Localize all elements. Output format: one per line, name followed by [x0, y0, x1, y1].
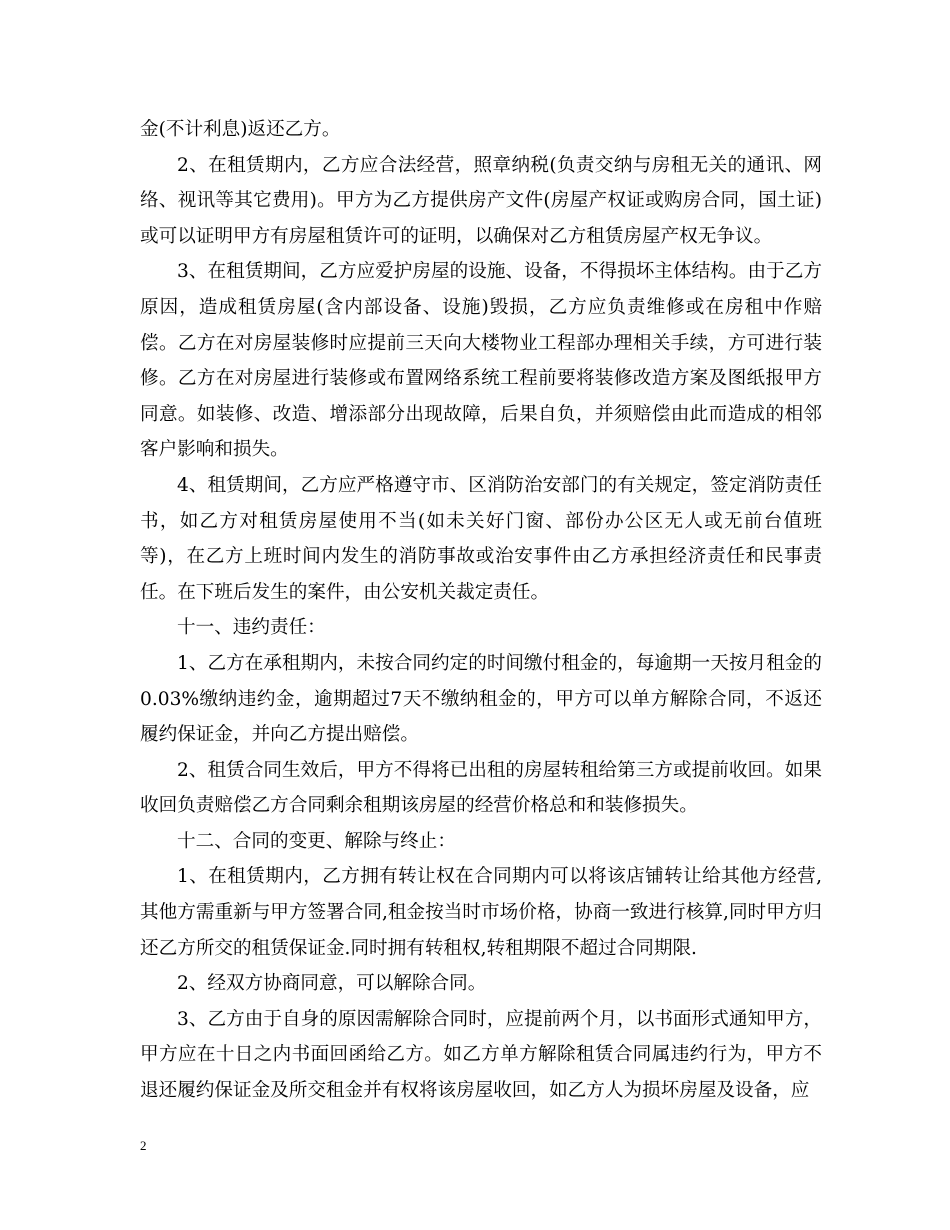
- paragraph: 1、乙方在承租期内，未按合同约定的时间缴付租金的，每逾期一天按月租金的0.03%缴纳违约金，逾期超过7天不缴纳租金的，甲方可以单方解除合同，不返还履约保证金，并向乙方提出赔偿。: [140, 652, 822, 746]
- paragraph: 2、在租赁期内，乙方应合法经营，照章纳税(负责交纳与房租无关的通讯、网络、视讯等其它费用)。甲方为乙方提供房产文件(房屋产权证或购房合同，国土证)或可以证明甲方有房屋租赁许可的证明，以确保对乙方租赁房屋产权无争议。: [140, 154, 822, 247]
- paragraph: 3、乙方由于自身的原因需解除合同时，应提前两个月，以书面形式通知甲方，甲方应在十日之内书面回函给乙方。如乙方单方解除租赁合同属违约行为，甲方不退还履约保证金及所交租金并有权将该房屋收回，如乙方人为损坏房屋及设备，应: [140, 1008, 822, 1102]
- document-body: [140, 112, 822, 1109]
- paragraph: 4、租赁期间，乙方应严格遵守市、区消防治安部门的有关规定，签定消防责任书，如乙方对租赁房屋使用不当(如未关好门窗、部份办公区无人或无前台值班等)，在乙方上班时间内发生的消防事故或治安事件由乙方承担经济责任和民事责任。在下班后发生的案件，由公安机关裁定责任。: [140, 474, 822, 603]
- paragraph: 金(不计利息)返还乙方。: [140, 119, 341, 140]
- section-heading: 十二、合同的变更、解除与终止：: [177, 830, 456, 852]
- section-heading: 十一、违约责任：: [177, 617, 326, 639]
- page-number: 2: [140, 1138, 147, 1153]
- paragraph: 2、租赁合同生效后，甲方不得将已出租的房屋转租给第三方或提前收回。如果收回负责赔偿乙方合同剩余租期该房屋的经营价格总和和装修损失。: [140, 759, 822, 817]
- paragraph: 2、经双方协商同意，可以解除合同。: [177, 973, 487, 995]
- paragraph: 3、在租赁期间，乙方应爱护房屋的设施、设备，不得损坏主体结构。由于乙方原因，造成租赁房屋(含内部设备、设施)毁损，乙方应负责维修或在房租中作赔偿。乙方在对房屋装修时应提前三天向大楼物业工程部办理相关手续，方可进行装修。乙方在对房屋进行装修或布置网络系统工程前要将装修改造方案及图纸报甲方同意。如装修、改造、增添部分出现故障，后果自负，并须赔偿由此而造成的相邻客户影响和损失。: [140, 261, 822, 461]
- paragraph: 1、在租赁期内，乙方拥有转让权在合同期内可以将该店铺转让给其他方经营,其他方需重新与甲方签署合同,租金按当时市场价格，协商一致进行核算,同时甲方归还乙方所交的租赁保证金.同时拥有转租权,转租期限不超过合同期限.: [140, 866, 822, 959]
